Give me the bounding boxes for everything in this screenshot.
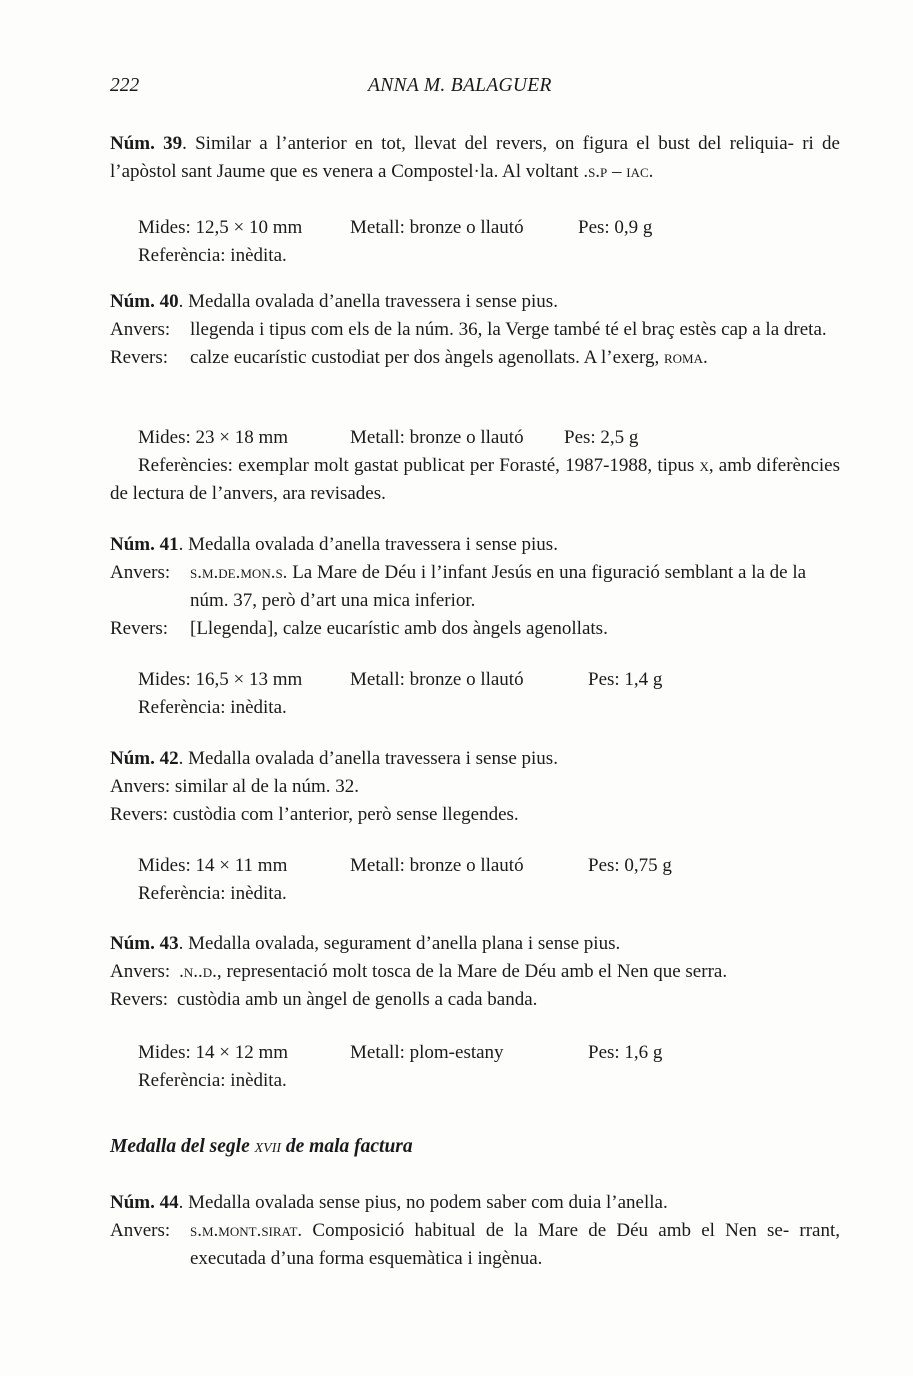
- reference: Referència: inèdita.: [138, 883, 287, 904]
- entry-label: Núm. 42: [110, 748, 179, 769]
- size: Mides: 16,5 × 13 mm: [138, 669, 303, 690]
- running-head: ANNA M. BALAGUER: [368, 75, 552, 96]
- description: Medalla ovalada d’anella travessera i sense pius.: [188, 748, 558, 769]
- weight: Pes: 2,5 g: [564, 427, 639, 448]
- reference: Referències: exemplar molt gastat publicat per Forasté, 1987-1988, tipus x, amb diferències de lectura de l’anvers, ara revisades.: [110, 455, 840, 504]
- obverse-label: Anvers:: [110, 562, 171, 583]
- reverse-label: Revers:: [110, 989, 169, 1010]
- weight: Pes: 0,75 g: [588, 855, 672, 876]
- reverse-text: [Llegenda], calze eucarístic amb dos àngels agenollats.: [190, 618, 608, 639]
- entry-44: Núm. 44. Medalla ovalada sense pius, no podem saber com duia l’anella. Anvers: s.m.mont.sirat. Composició habitual de la Mare de Déu amb el Nen se- rrant, executada d’una forma esquemàtica i ingènua.: [110, 1189, 840, 1273]
- exergue: roma.: [663, 347, 708, 368]
- description: Medalla ovalada d’anella travessera i sense pius.: [188, 291, 558, 312]
- obverse-label: Anvers:: [110, 961, 171, 982]
- obverse-text: La Mare de Déu i l’infant Jesús en una figuració semblant a la de la núm. 37, però d’art una mica inferior.: [190, 562, 807, 611]
- weight: Pes: 0,9 g: [578, 217, 653, 238]
- reverse-text: calze eucarístic custodiat per dos àngels agenollats. A l’exerg,: [190, 347, 660, 368]
- entry-43-measures: [110, 1039, 840, 1095]
- size: Mides: 14 × 11 mm: [138, 855, 288, 876]
- obverse-text: representació molt tosca de la Mare de Déu amb el Nen que serra.: [226, 961, 728, 982]
- description: Medalla ovalada sense pius, no podem saber com duia l’anella.: [188, 1192, 668, 1213]
- entry-42: Núm. 42. Medalla ovalada d’anella travessera i sense pius. Anvers: similar al de la núm. 32. Revers: custòdia com l’anterior, però sense llegendes.: [110, 745, 840, 829]
- entry-39-measures: [110, 214, 840, 270]
- entry-41-measures: [110, 666, 840, 722]
- weight: Pes: 1,4 g: [588, 669, 663, 690]
- entry-label: Núm. 41: [110, 534, 179, 555]
- description: Medalla ovalada d’anella travessera i sense pius.: [188, 534, 558, 555]
- reverse-text: custòdia amb un àngel de genolls a cada banda.: [177, 989, 538, 1010]
- legend: s.m.mont.sirat.: [190, 1220, 303, 1241]
- entry-41: Núm. 41. Medalla ovalada d’anella travessera i sense pius. Anvers: s.m.de.mon.s. La Mare de Déu i l’infant Jesús en una figuració semblant a la de la núm. 37, però d’art una mica inferior. Revers: [Llegenda], calze eucarístic amb dos àngels agenollats.: [110, 531, 840, 643]
- entry-40-measures: [110, 424, 840, 508]
- reverse-text: Revers: custòdia com l’anterior, però sense llegendes.: [110, 804, 519, 825]
- obverse-text: Anvers: similar al de la núm. 32.: [110, 776, 360, 797]
- size: Mides: 12,5 × 10 mm: [138, 217, 303, 238]
- metal: Metall: plom-estany: [350, 1042, 504, 1063]
- size: Mides: 14 × 12 mm: [138, 1042, 289, 1063]
- weight: Pes: 1,6 g: [588, 1042, 663, 1063]
- obverse-text: Composició habitual de la Mare de Déu amb el Nen se- rrant, executada d’una forma esquemàtica i ingènua.: [190, 1220, 840, 1269]
- metal: Metall: bronze o llautó: [350, 855, 524, 876]
- metal: Metall: bronze o llautó: [350, 427, 524, 448]
- legend: s.m.de.mon.s.: [190, 562, 288, 583]
- legend: .s.p – iac.: [583, 161, 654, 182]
- entry-39-text: Núm. 39. Similar a l’anterior en tot, llevat del revers, on figura el bust del reliquia- ri de l’apòstol sant Jaume que es venera a Compostel·la. Al voltant .s.p – iac.: [110, 133, 840, 182]
- entry-label: Núm. 43: [110, 933, 179, 954]
- obverse-label: Anvers:: [110, 319, 171, 340]
- reverse-label: Revers:: [110, 618, 169, 639]
- reference: Referència: inèdita.: [138, 697, 287, 718]
- page-header: [110, 72, 840, 102]
- entry-42-measures: [110, 852, 840, 908]
- legend: .n..d.,: [179, 961, 222, 982]
- entry-label: Núm. 39: [110, 133, 183, 154]
- obverse-text: llegenda i tipus com els de la núm. 36, la Verge també té el braç estès cap a la dreta.: [190, 319, 827, 340]
- entry-40: Núm. 40. Medalla ovalada d’anella travessera i sense pius. Anvers: llegenda i tipus com els de la núm. 36, la Verge també té el braç estès cap a la dreta. Revers: calze eucarístic custodiat per dos àngels agenollats. A l’exerg, roma.: [110, 288, 840, 372]
- entry-label: Núm. 44: [110, 1192, 179, 1213]
- reference: Referència: inèdita.: [138, 245, 287, 266]
- century: xvii: [254, 1136, 282, 1157]
- entry-label: Núm. 40: [110, 291, 179, 312]
- page-number: 222: [110, 75, 140, 96]
- obverse-label: Anvers:: [110, 1220, 171, 1241]
- entry-39: [110, 130, 840, 186]
- entry-43: Núm. 43. Medalla ovalada, segurament d’anella plana i sense pius. Anvers: .n..d., representació molt tosca de la Mare de Déu amb el Nen que serra. Revers: custòdia amb un àngel de genolls a cada banda.: [110, 930, 840, 1014]
- metal: Metall: bronze o llautó: [350, 669, 524, 690]
- reverse-label: Revers:: [110, 347, 169, 368]
- section-heading: Medalla del segle xvii de mala factura: [110, 1136, 413, 1157]
- metal: Metall: bronze o llautó: [350, 217, 524, 238]
- size: Mides: 23 × 18 mm: [138, 427, 289, 448]
- description: Medalla ovalada, segurament d’anella plana i sense pius.: [188, 933, 621, 954]
- reference: Referència: inèdita.: [138, 1070, 287, 1091]
